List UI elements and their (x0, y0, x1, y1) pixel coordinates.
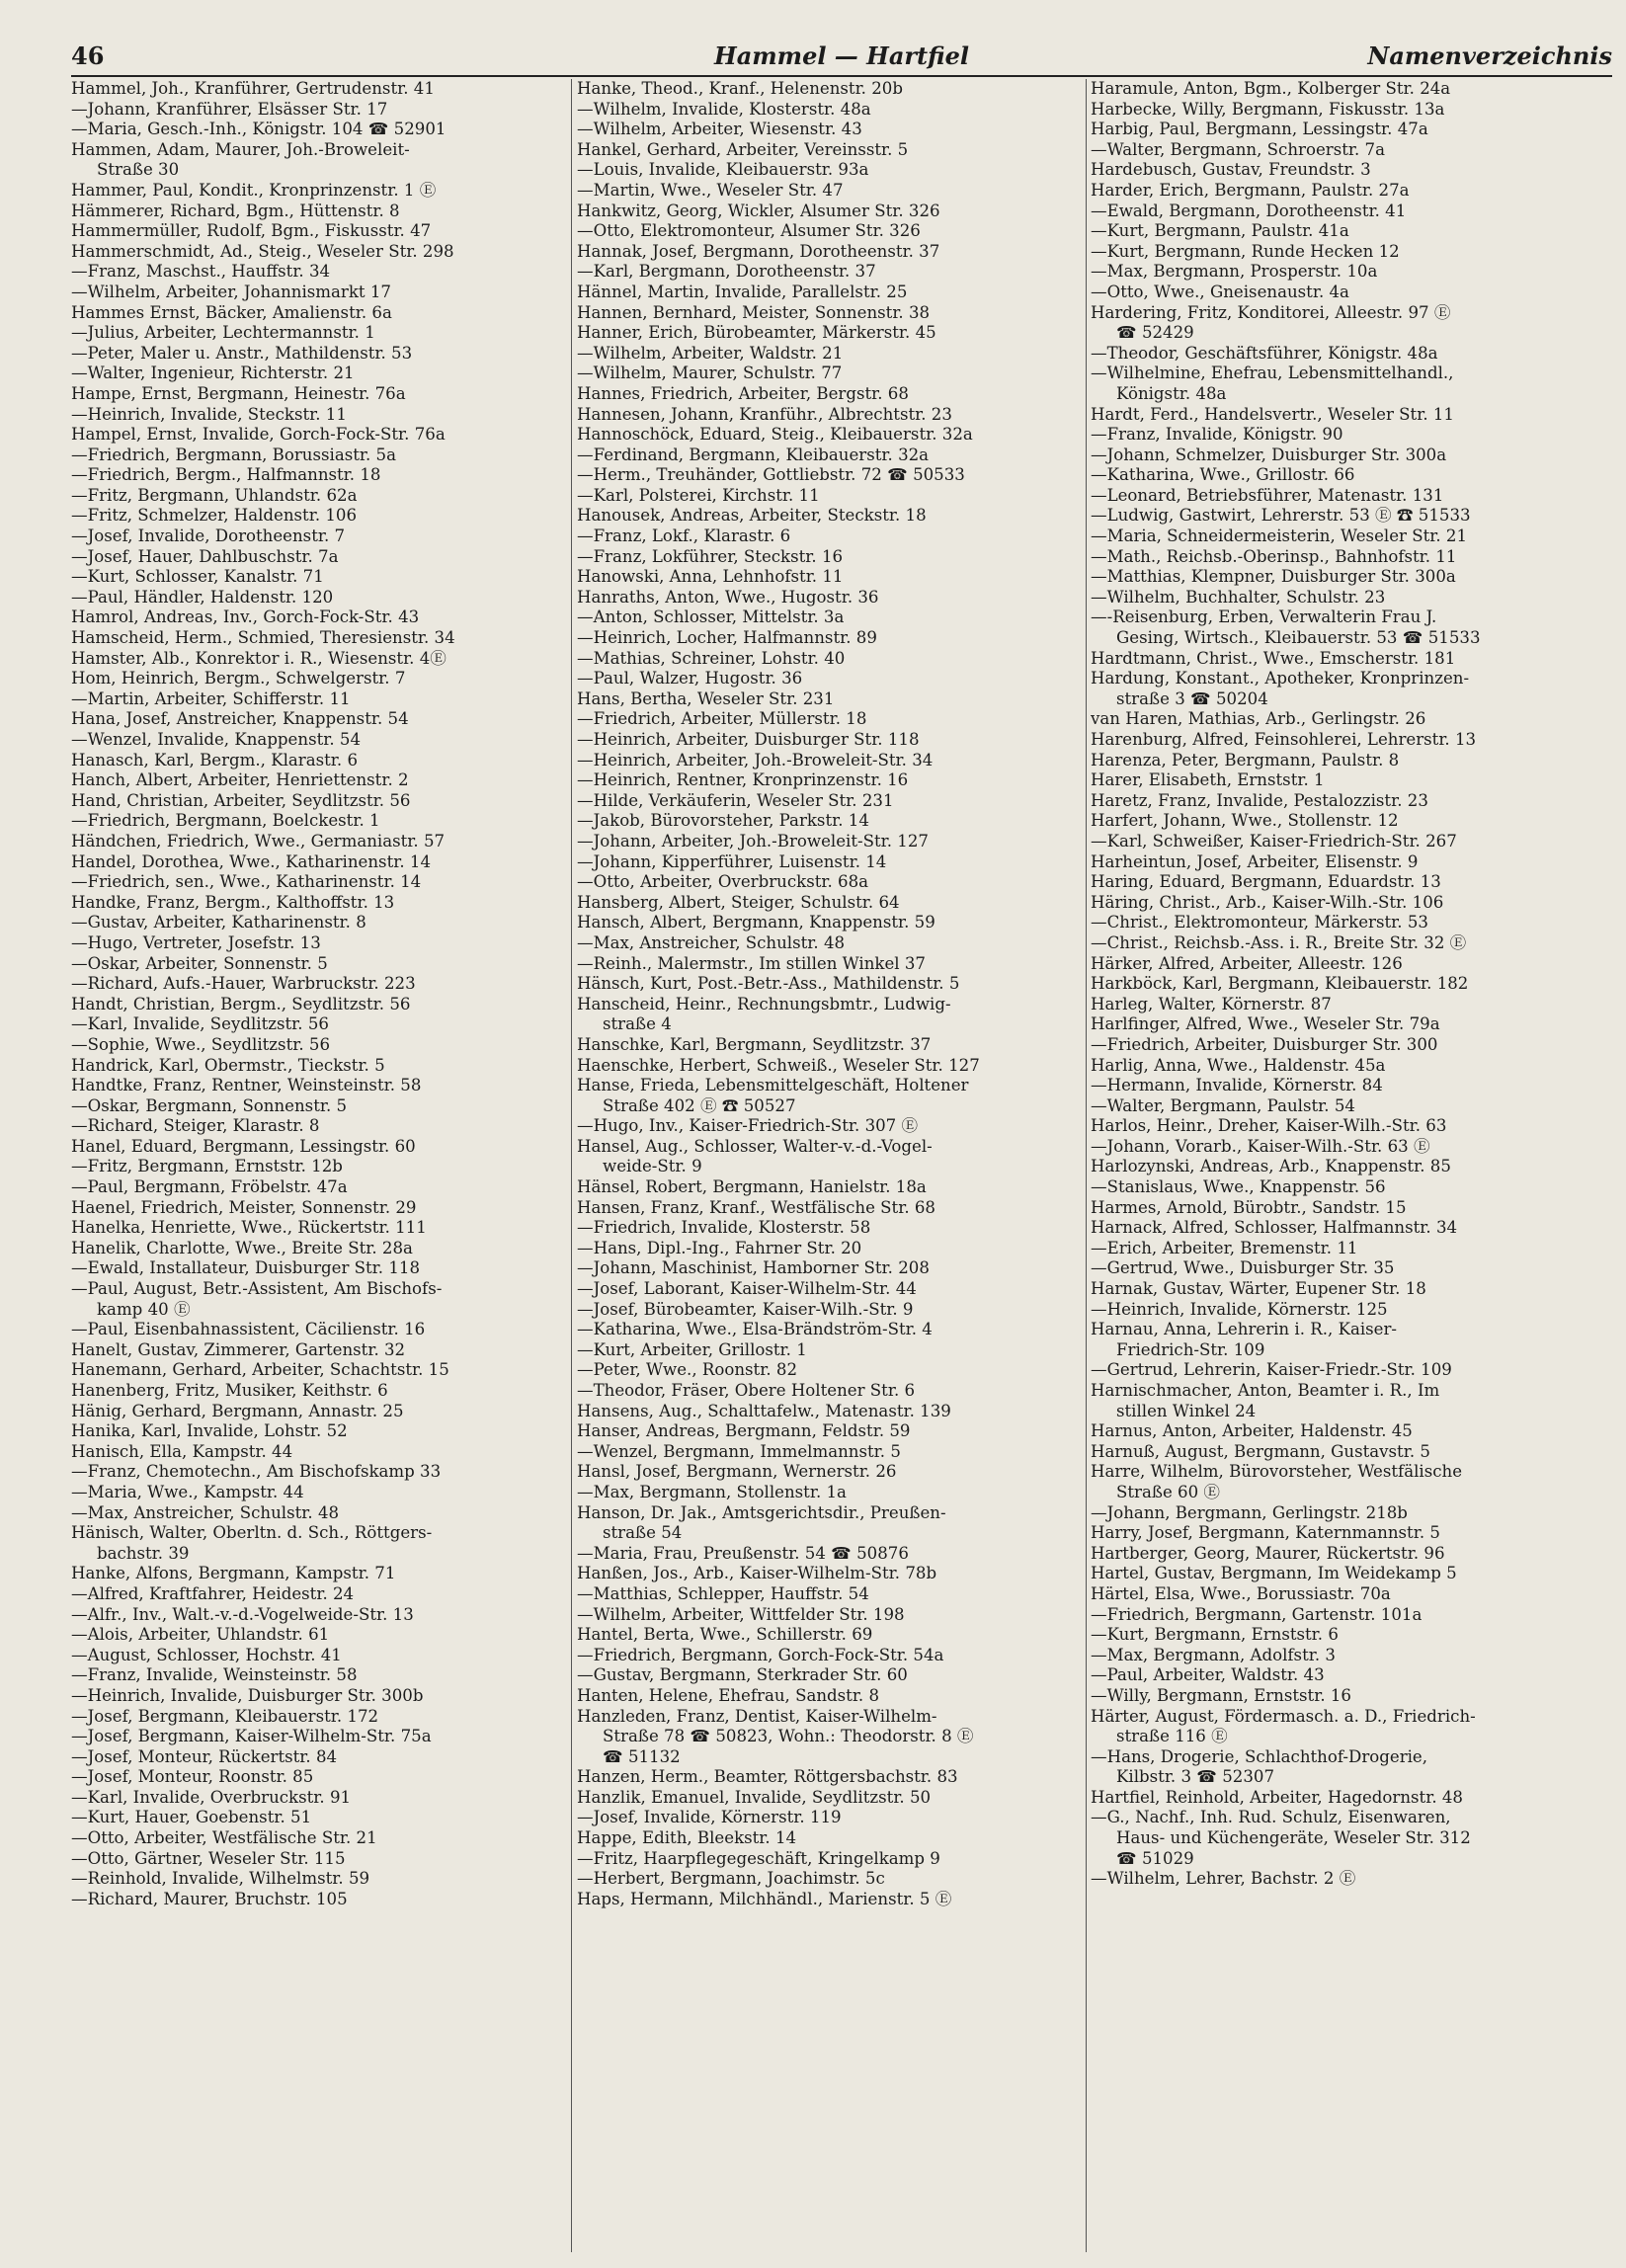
directory-entry: —Wenzel, Bergmann, Immelmannstr. 5 (577, 1441, 901, 1461)
column-divider (571, 79, 572, 2252)
directory-entry: —Fritz, Haarpflegegeschäft, Kringelkamp 9 (577, 1848, 940, 1868)
directory-entry: —Ewald, Installateur, Duisburger Str. 118 (71, 1258, 421, 1278)
directory-entry: —Otto, Arbeiter, Overbruckstr. 68a (577, 872, 869, 892)
directory-entry: Handrick, Karl, Obermstr., Tieckstr. 5 (71, 1055, 385, 1075)
directory-entry: Hansen, Franz, Kranf., Westfälische Str. 68 (577, 1197, 935, 1217)
directory-entry: —Friedrich, Bergm., Halfmannstr. 18 (71, 465, 381, 485)
directory-entry: —Kurt, Bergmann, Ernststr. 6 (1091, 1625, 1339, 1645)
directory-entry: Hanson, Dr. Jak., Amtsgerichtsdir., Preußen- (577, 1502, 946, 1522)
directory-entry: —Ludwig, Gastwirt, Lehrerstr. 53 Ⓔ ☎ 51533 (1091, 506, 1471, 526)
column-3 (1091, 79, 1618, 2252)
directory-entry: Harfert, Johann, Wwe., Stollenstr. 12 (1091, 811, 1399, 831)
directory-entry: Hamster, Alb., Konrektor i. R., Wiesenstr. 4Ⓔ (71, 648, 447, 668)
directory-entry: Hammes Ernst, Bäcker, Amalienstr. 6a (71, 302, 392, 322)
directory-entry: —Walter, Bergmann, Schroerstr. 7a (1091, 139, 1385, 159)
section-title: Namenverzeichnis (1367, 41, 1612, 70)
directory-entry: —Otto, Wwe., Gneisenaustr. 4a (1091, 282, 1349, 301)
column-1 (71, 79, 563, 2252)
directory-entry: —Erich, Arbeiter, Bremenstr. 11 (1091, 1238, 1358, 1257)
directory-entry: —Maria, Frau, Preußenstr. 54 ☎ 50876 (577, 1543, 909, 1563)
directory-entry: Hampel, Ernst, Invalide, Gorch-Fock-Str. 76a (71, 425, 446, 445)
directory-entry: —Max, Anstreicher, Schulstr. 48 (577, 932, 846, 952)
directory-entry: —Hermann, Invalide, Körnerstr. 84 (1091, 1076, 1383, 1095)
directory-entry: —Heinrich, Invalide, Körnerstr. 125 (1091, 1299, 1388, 1319)
directory-entry: —Max, Bergmann, Stollenstr. 1a (577, 1482, 847, 1501)
directory-entry: Hand, Christian, Arbeiter, Seydlitzstr. 56 (71, 790, 411, 810)
directory-entry: —Ewald, Bergmann, Dorotheenstr. 41 (1091, 201, 1407, 220)
directory-entry: Harlfinger, Alfred, Wwe., Weseler Str. 79a (1091, 1014, 1440, 1034)
directory-entry: Haus- und Küchengeräte, Weseler Str. 312 (1116, 1828, 1471, 1848)
directory-entry: —Josef, Invalide, Dorotheenstr. 7 (71, 526, 346, 546)
directory-entry: —Paul, Bergmann, Fröbelstr. 47a (71, 1177, 348, 1197)
directory-entry: —Max, Anstreicher, Schulstr. 48 (71, 1502, 340, 1522)
directory-entry: —Wilhelm, Buchhalter, Schulstr. 23 (1091, 587, 1386, 607)
directory-entry: —Richard, Aufs.-Hauer, Warbruckstr. 223 (71, 974, 416, 994)
directory-entry: Harnau, Anna, Lehrerin i. R., Kaiser- (1091, 1320, 1398, 1339)
directory-entry: —Karl, Invalide, Overbruckstr. 91 (71, 1787, 352, 1807)
directory-entry: —Friedrich, Arbeiter, Duisburger Str. 300 (1091, 1034, 1438, 1054)
directory-entry: —Reinhold, Invalide, Wilhelmstr. 59 (71, 1869, 370, 1889)
directory-entry: —Christ., Reichsb.-Ass. i. R., Breite Str. 32 Ⓔ (1091, 932, 1467, 952)
directory-entry: straße 3 ☎ 50204 (1116, 688, 1268, 708)
directory-entry: Hanzen, Herm., Beamter, Röttgersbachstr. 83 (577, 1767, 958, 1787)
directory-entry: —Fritz, Bergmann, Ernststr. 12b (71, 1157, 343, 1176)
directory-entry: Hans, Bertha, Weseler Str. 231 (577, 688, 835, 708)
directory-entry: Hannoschöck, Eduard, Steig., Kleibauerstr. 32a (577, 425, 973, 445)
directory-entry: straße 54 (603, 1523, 683, 1543)
directory-entry: —Kurt, Schlosser, Kanalstr. 71 (71, 567, 324, 587)
directory-entry: Haenschke, Herbert, Schweiß., Weseler Str. 127 (577, 1055, 980, 1075)
directory-entry: Hannak, Josef, Bergmann, Dorotheenstr. 37 (577, 241, 940, 261)
directory-entry: —Leonard, Betriebsführer, Matenastr. 131 (1091, 485, 1444, 505)
directory-entry: —Wilhelm, Lehrer, Bachstr. 2 Ⓔ (1091, 1869, 1356, 1889)
directory-entry: stillen Winkel 24 (1116, 1401, 1257, 1420)
directory-entry: Harmes, Arnold, Bürobtr., Sandstr. 15 (1091, 1197, 1407, 1217)
directory-entry: Hanßen, Jos., Arb., Kaiser-Wilhelm-Str. 78b (577, 1564, 937, 1583)
directory-entry: —Karl, Invalide, Seydlitzstr. 56 (71, 1014, 329, 1034)
directory-entry: —Walter, Bergmann, Paulstr. 54 (1091, 1095, 1355, 1115)
directory-entry: —Franz, Invalide, Königstr. 90 (1091, 425, 1343, 445)
directory-entry: —Otto, Gärtner, Weseler Str. 115 (71, 1848, 346, 1868)
directory-entry: Hammerschmidt, Ad., Steig., Weseler Str. 298 (71, 241, 454, 261)
directory-entry: —Martin, Arbeiter, Schifferstr. 11 (71, 688, 351, 708)
directory-entry: Hanousek, Andreas, Arbeiter, Steckstr. 18 (577, 506, 927, 526)
column-divider (1086, 79, 1087, 2252)
directory-entry: —Walter, Ingenieur, Richterstr. 21 (71, 364, 355, 383)
directory-entry: —Josef, Invalide, Körnerstr. 119 (577, 1808, 842, 1827)
directory-entry: Hammer, Paul, Kondit., Kronprinzenstr. 1 Ⓔ (71, 180, 437, 200)
directory-entry: —Franz, Chemotechn., Am Bischofskamp 33 (71, 1462, 442, 1482)
directory-entry: straße 116 Ⓔ (1116, 1727, 1228, 1746)
directory-entry: Hankwitz, Georg, Wickler, Alsumer Str. 326 (577, 201, 940, 220)
directory-entry: Hansel, Aug., Schlosser, Walter-v.-d.-Vogel- (577, 1136, 933, 1156)
directory-entry: Happe, Edith, Bleekstr. 14 (577, 1828, 797, 1848)
directory-entry: —Heinrich, Arbeiter, Duisburger Str. 118 (577, 730, 920, 749)
directory-entry: —Otto, Arbeiter, Westfälische Str. 21 (71, 1828, 377, 1848)
directory-entry: —Max, Bergmann, Prosperstr. 10a (1091, 262, 1378, 282)
directory-entry: —Heinrich, Arbeiter, Joh.-Broweleit-Str. 34 (577, 750, 934, 770)
directory-entry: Härter, August, Fördermasch. a. D., Friedrich- (1091, 1706, 1476, 1726)
directory-entry: Haretz, Franz, Invalide, Pestalozzistr. 23 (1091, 790, 1428, 810)
directory-entry: Hänsch, Kurt, Post.-Betr.-Ass., Mathildenstr. 5 (577, 974, 960, 994)
directory-entry: Hantel, Berta, Wwe., Schillerstr. 69 (577, 1625, 873, 1645)
directory-entry: —Friedrich, Bergmann, Boelckestr. 1 (71, 811, 380, 831)
directory-entry: —Friedrich, sen., Wwe., Katharinenstr. 14 (71, 872, 422, 892)
directory-entry: Harenburg, Alfred, Feinsohlerei, Lehrerstr. 13 (1091, 730, 1477, 749)
directory-entry: Hanke, Alfons, Bergmann, Kampstr. 71 (71, 1564, 396, 1583)
directory-entry: —Max, Bergmann, Adolfstr. 3 (1091, 1645, 1336, 1664)
directory-entry: —Matthias, Klempner, Duisburger Str. 300a (1091, 567, 1456, 587)
directory-entry: Hammen, Adam, Maurer, Joh.-Broweleit- (71, 139, 410, 159)
directory-entry: Haenel, Friedrich, Meister, Sonnenstr. 29 (71, 1197, 417, 1217)
directory-entry: —Hugo, Vertreter, Josefstr. 13 (71, 932, 321, 952)
directory-entry: —Paul, Eisenbahnassistent, Cäcilienstr. 16 (71, 1320, 426, 1339)
directory-entry: Hannesen, Johann, Kranführ., Albrechtstr. 23 (577, 404, 952, 424)
directory-entry: —Reinh., Malermstr., Im stillen Winkel 37 (577, 953, 926, 973)
directory-entry: Haps, Hermann, Milchhändl., Marienstr. 5 Ⓔ (577, 1889, 952, 1908)
directory-entry: —Kurt, Bergmann, Runde Hecken 12 (1091, 241, 1400, 261)
directory-entry: Hansch, Albert, Bergmann, Knappenstr. 59 (577, 913, 935, 932)
directory-entry: —Hilde, Verkäuferin, Weseler Str. 231 (577, 790, 894, 810)
directory-entry: —Gustav, Arbeiter, Katharinenstr. 8 (71, 913, 366, 932)
directory-entry: Hanelik, Charlotte, Wwe., Breite Str. 28a (71, 1238, 413, 1257)
directory-entry: —Josef, Bergmann, Kaiser-Wilhelm-Str. 75a (71, 1727, 432, 1746)
directory-entry: Harnus, Anton, Arbeiter, Haldenstr. 45 (1091, 1421, 1413, 1441)
directory-entry: —Paul, Arbeiter, Waldstr. 43 (1091, 1665, 1325, 1685)
directory-entry: Hanelt, Gustav, Zimmerer, Gartenstr. 32 (71, 1339, 406, 1359)
directory-entry: Hännel, Martin, Invalide, Parallelstr. 25 (577, 282, 908, 301)
directory-entry: —Johann, Arbeiter, Joh.-Broweleit-Str. 127 (577, 831, 929, 850)
directory-entry: Harbecke, Willy, Bergmann, Fiskusstr. 13a (1091, 99, 1445, 119)
directory-entry: Harenza, Peter, Bergmann, Paulstr. 8 (1091, 750, 1400, 770)
directory-entry: —Friedrich, Invalide, Klosterstr. 58 (577, 1218, 871, 1238)
directory-entry: —Maria, Wwe., Kampstr. 44 (71, 1482, 304, 1501)
directory-entry: Königstr. 48a (1116, 383, 1227, 403)
directory-entry: Harbig, Paul, Bergmann, Lessingstr. 47a (1091, 120, 1428, 139)
directory-entry: kamp 40 Ⓔ (97, 1299, 191, 1319)
directory-entry: Friedrich-Str. 109 (1116, 1339, 1265, 1359)
directory-entry: Gesing, Wirtsch., Kleibauerstr. 53 ☎ 51533 (1116, 628, 1481, 648)
page-number: 46 (71, 41, 105, 70)
directory-entry: Hamscheid, Herm., Schmied, Theresienstr. 34 (71, 628, 455, 648)
directory-entry: —Karl, Schweißer, Kaiser-Friedrich-Str. 267 (1091, 831, 1457, 850)
directory-entry: —Wilhelm, Arbeiter, Waldstr. 21 (577, 343, 844, 363)
directory-entry: Hanner, Erich, Bürobeamter, Märkerstr. 45 (577, 323, 936, 343)
directory-entry: Hartberger, Georg, Maurer, Rückertstr. 96 (1091, 1543, 1445, 1563)
directory-entry: —Josef, Monteur, Roonstr. 85 (71, 1767, 314, 1787)
directory-entry: Hansberg, Albert, Steiger, Schulstr. 64 (577, 892, 900, 912)
directory-entry: —Josef, Laborant, Kaiser-Wilhelm-Str. 44 (577, 1279, 917, 1299)
directory-entry: Hardung, Konstant., Apotheker, Kronprinzen- (1091, 669, 1470, 688)
directory-entry: —-Reisenburg, Erben, Verwalterin Frau J. (1091, 608, 1437, 627)
directory-entry: Hansens, Aug., Schalttafelw., Matenastr. 139 (577, 1401, 951, 1420)
directory-entry: ☎ 52429 (1116, 323, 1194, 343)
directory-entry: —Willy, Bergmann, Ernststr. 16 (1091, 1685, 1351, 1705)
directory-entry: —Louis, Invalide, Kleibauerstr. 93a (577, 160, 869, 180)
directory-entry: —Fritz, Bergmann, Uhlandstr. 62a (71, 485, 358, 505)
directory-entry: Hardering, Fritz, Konditorei, Alleestr. 97 Ⓔ (1091, 302, 1451, 322)
directory-entry: —Mathias, Schreiner, Lohstr. 40 (577, 648, 846, 668)
directory-entry: —Johann, Bergmann, Gerlingstr. 218b (1091, 1502, 1408, 1522)
directory-entry: —Math., Reichsb.-Oberinsp., Bahnhofstr. 11 (1091, 546, 1457, 566)
directory-entry: Haramule, Anton, Bgm., Kolberger Str. 24a (1091, 79, 1451, 98)
directory-entry: Händchen, Friedrich, Wwe., Germaniastr. 57 (71, 831, 446, 850)
directory-entry: Straße 78 ☎ 50823, Wohn.: Theodorstr. 8 Ⓔ (603, 1727, 974, 1746)
directory-entry: —Katharina, Wwe., Elsa-Brändström-Str. 4 (577, 1320, 933, 1339)
directory-entry: —Paul, Händler, Haldenstr. 120 (71, 587, 334, 607)
directory-entry: Hanzlik, Emanuel, Invalide, Seydlitzstr. 50 (577, 1787, 932, 1807)
directory-entry: —Heinrich, Invalide, Duisburger Str. 300b (71, 1685, 424, 1705)
directory-entry: —Paul, August, Betr.-Assistent, Am Bischofs- (71, 1279, 443, 1299)
directory-entry: —Friedrich, Arbeiter, Müllerstr. 18 (577, 709, 867, 729)
directory-entry: Hartel, Gustav, Bergmann, Im Weidekamp 5 (1091, 1564, 1457, 1583)
directory-entry: —Josef, Bürobeamter, Kaiser-Wilh.-Str. 9 (577, 1299, 914, 1319)
directory-entry: —Fritz, Schmelzer, Haldenstr. 106 (71, 506, 358, 526)
directory-entry: —Sophie, Wwe., Seydlitzstr. 56 (71, 1034, 331, 1054)
directory-entry: Hanelka, Henriette, Wwe., Rückertstr. 111 (71, 1218, 427, 1238)
page-header (71, 40, 1612, 77)
directory-entry: —Theodor, Geschäftsführer, Königstr. 48a (1091, 343, 1438, 363)
directory-entry: Straße 60 Ⓔ (1116, 1482, 1221, 1501)
directory-entry: Hampe, Ernst, Bergmann, Heinestr. 76a (71, 383, 406, 403)
directory-entry: —Friedrich, Bergmann, Borussiastr. 5a (71, 445, 397, 464)
directory-entry: —Johann, Maschinist, Hamborner Str. 208 (577, 1258, 930, 1278)
directory-entry: Hanten, Helene, Ehefrau, Sandstr. 8 (577, 1685, 880, 1705)
directory-entry: Hanzleden, Franz, Dentist, Kaiser-Wilhelm- (577, 1706, 937, 1726)
page-title: Hammel — Hartfiel (714, 41, 969, 70)
directory-entry: —Friedrich, Bergmann, Gorch-Fock-Str. 54a (577, 1645, 944, 1664)
directory-entry: Harre, Wilhelm, Bürovorsteher, Westfälische (1091, 1462, 1463, 1482)
directory-entry: Hanowski, Anna, Lehnhofstr. 11 (577, 567, 844, 587)
directory-entry: —Johann, Vorarb., Kaiser-Wilh.-Str. 63 Ⓔ (1091, 1136, 1430, 1156)
directory-entry: straße 4 (603, 1014, 672, 1034)
directory-entry: —Katharina, Wwe., Grillostr. 66 (1091, 465, 1355, 485)
directory-entry: Hänisch, Walter, Oberltn. d. Sch., Röttgers- (71, 1523, 433, 1543)
directory-entry: Hammel, Joh., Kranführer, Gertrudenstr. 41 (71, 79, 435, 98)
directory-entry: —Johann, Schmelzer, Duisburger Str. 300a (1091, 445, 1447, 464)
directory-entry: Hanisch, Ella, Kampstr. 44 (71, 1441, 293, 1461)
directory-entry: —Herm., Treuhänder, Gottliebstr. 72 ☎ 50533 (577, 465, 965, 485)
directory-entry: —Richard, Maurer, Bruchstr. 105 (71, 1889, 348, 1908)
directory-entry: Hanel, Eduard, Bergmann, Lessingstr. 60 (71, 1136, 416, 1156)
directory-entry: —Franz, Invalide, Weinsteinstr. 58 (71, 1665, 358, 1685)
directory-entry: —Jakob, Bürovorsteher, Parkstr. 14 (577, 811, 869, 831)
directory-entry: Harheintun, Josef, Arbeiter, Elisenstr. 9 (1091, 851, 1419, 871)
directory-entry: —Friedrich, Bergmann, Gartenstr. 101a (1091, 1604, 1423, 1624)
directory-entry: —G., Nachf., Inh. Rud. Schulz, Eisenwaren, (1091, 1808, 1451, 1827)
directory-entry: Hanemann, Gerhard, Arbeiter, Schachtstr. 15 (71, 1360, 449, 1380)
directory-entry: —Hans, Dipl.-Ing., Fahrner Str. 20 (577, 1238, 862, 1257)
directory-entry: —Wilhelmine, Ehefrau, Lebensmittelhandl., (1091, 364, 1454, 383)
directory-entry: —Peter, Wwe., Roonstr. 82 (577, 1360, 798, 1380)
directory-entry: Harlos, Heinr., Dreher, Kaiser-Wilh.-Str. 63 (1091, 1116, 1447, 1136)
directory-entry: Hanika, Karl, Invalide, Lohstr. 52 (71, 1421, 348, 1441)
directory-entry: Hänig, Gerhard, Bergmann, Annastr. 25 (71, 1401, 404, 1420)
directory-entry: —Ferdinand, Bergmann, Kleibauerstr. 32a (577, 445, 930, 464)
directory-entry: —Gertrud, Lehrerin, Kaiser-Friedr.-Str. 109 (1091, 1360, 1452, 1380)
directory-entry: —Richard, Steiger, Klarastr. 8 (71, 1116, 320, 1136)
directory-entry: Handel, Dorothea, Wwe., Katharinenstr. 14 (71, 851, 432, 871)
directory-entry: —Christ., Elektromonteur, Märkerstr. 53 (1091, 913, 1428, 932)
directory-entry: —Otto, Elektromonteur, Alsumer Str. 326 (577, 221, 921, 241)
directory-entry: —Oskar, Bergmann, Sonnenstr. 5 (71, 1095, 348, 1115)
directory-entry: —Wilhelm, Maurer, Schulstr. 77 (577, 364, 843, 383)
directory-entry: Hana, Josef, Anstreicher, Knappenstr. 54 (71, 709, 409, 729)
directory-entry: weide-Str. 9 (603, 1157, 702, 1176)
directory-entry: Hannes, Friedrich, Arbeiter, Bergstr. 68 (577, 383, 909, 403)
directory-entry: Hanke, Theod., Kranf., Helenenstr. 20b (577, 79, 903, 98)
directory-entry: Hannen, Bernhard, Meister, Sonnenstr. 38 (577, 302, 931, 322)
directory-entry: —Heinrich, Rentner, Kronprinzenstr. 16 (577, 770, 909, 790)
directory-entry: —August, Schlosser, Hochstr. 41 (71, 1645, 342, 1664)
directory-entry: —Johann, Kipperführer, Luisenstr. 14 (577, 851, 887, 871)
directory-entry: Hanscheid, Heinr., Rechnungsbmtr., Ludwig- (577, 994, 951, 1013)
directory-entry: —Theodor, Fräser, Obere Holtener Str. 6 (577, 1381, 916, 1400)
directory-entry: Härtel, Elsa, Wwe., Borussiastr. 70a (1091, 1583, 1391, 1603)
directory-entry: Hanschke, Karl, Bergmann, Seydlitzstr. 37 (577, 1034, 932, 1054)
directory-entry: Hanraths, Anton, Wwe., Hugostr. 36 (577, 587, 879, 607)
directory-entry: —Karl, Polsterei, Kirchstr. 11 (577, 485, 820, 505)
directory-entry: Haring, Eduard, Bergmann, Eduardstr. 13 (1091, 872, 1441, 892)
directory-entry: —Josef, Monteur, Rückertstr. 84 (71, 1746, 338, 1766)
directory-entry: —Julius, Arbeiter, Lechtermannstr. 1 (71, 323, 375, 343)
directory-entry: Hammermüller, Rudolf, Bgm., Fiskusstr. 47 (71, 221, 432, 241)
directory-entry: —Peter, Maler u. Anstr., Mathildenstr. 53 (71, 343, 413, 363)
directory-entry: Harkböck, Karl, Bergmann, Kleibauerstr. 182 (1091, 974, 1469, 994)
directory-entry: bachstr. 39 (97, 1543, 190, 1563)
directory-entry: —Wilhelm, Arbeiter, Wittfelder Str. 198 (577, 1604, 905, 1624)
column-2 (577, 79, 1083, 2252)
directory-entry: —Kurt, Arbeiter, Grillostr. 1 (577, 1339, 807, 1359)
directory-entry: Harnak, Gustav, Wärter, Eupener Str. 18 (1091, 1279, 1426, 1299)
directory-entry: Hardtmann, Christ., Wwe., Emscherstr. 181 (1091, 648, 1456, 668)
directory-entry: Hänsel, Robert, Bergmann, Hanielstr. 18a (577, 1177, 927, 1197)
directory-entry: Harry, Josef, Bergmann, Katernmannstr. 5 (1091, 1523, 1440, 1543)
directory-entry: —Kurt, Bergmann, Paulstr. 41a (1091, 221, 1349, 241)
directory-entry: Hardebusch, Gustav, Freundstr. 3 (1091, 160, 1371, 180)
directory-entry: Hanser, Andreas, Bergmann, Feldstr. 59 (577, 1421, 911, 1441)
directory-entry: —Alfr., Inv., Walt.-v.-d.-Vogelweide-Str. 13 (71, 1604, 414, 1624)
directory-entry: —Franz, Lokf., Klarastr. 6 (577, 526, 791, 546)
directory-entry: Hankel, Gerhard, Arbeiter, Vereinsstr. 5 (577, 139, 909, 159)
directory-entry: Hanasch, Karl, Bergm., Klarastr. 6 (71, 750, 359, 770)
directory-entry: Hanse, Frieda, Lebensmittelgeschäft, Holtener (577, 1076, 969, 1095)
directory-entry: Hom, Heinrich, Bergm., Schwelgerstr. 7 (71, 669, 406, 688)
directory-entry: —Maria, Gesch.-Inh., Königstr. 104 ☎ 52901 (71, 120, 447, 139)
directory-entry: ☎ 51132 (603, 1746, 681, 1766)
directory-entry: ☎ 51029 (1116, 1848, 1194, 1868)
directory-entry: —Hans, Drogerie, Schlachthof-Drogerie, (1091, 1746, 1428, 1766)
directory-entry: —Herbert, Bergmann, Joachimstr. 5c (577, 1869, 885, 1889)
directory-entry: —Wilhelm, Arbeiter, Johannismarkt 17 (71, 282, 391, 301)
directory-entry: —Wenzel, Invalide, Knappenstr. 54 (71, 730, 362, 749)
directory-entry: —Heinrich, Locher, Halfmannstr. 89 (577, 628, 877, 648)
directory-entry: —Wilhelm, Invalide, Klosterstr. 48a (577, 99, 871, 119)
directory-entry: —Paul, Walzer, Hugostr. 36 (577, 669, 803, 688)
directory-entry: Hartfiel, Reinhold, Arbeiter, Hagedornstr. 48 (1091, 1787, 1463, 1807)
directory-entry: Hardt, Ferd., Handelsvertr., Weseler Str. 11 (1091, 404, 1454, 424)
directory-entry: —Gustav, Bergmann, Sterkrader Str. 60 (577, 1665, 908, 1685)
directory-entry: —Matthias, Schlepper, Hauffstr. 54 (577, 1583, 869, 1603)
directory-entry: —Martin, Wwe., Weseler Str. 47 (577, 180, 844, 200)
directory-entry: —Kurt, Hauer, Goebenstr. 51 (71, 1808, 312, 1827)
directory-entry: Harnack, Alfred, Schlosser, Halfmannstr. 34 (1091, 1218, 1458, 1238)
directory-entry: Härker, Alfred, Arbeiter, Alleestr. 126 (1091, 953, 1403, 973)
directory-entry: Harnuß, August, Bergmann, Gustavstr. 5 (1091, 1441, 1430, 1461)
directory-entry: Harleg, Walter, Körnerstr. 87 (1091, 994, 1332, 1013)
directory-entry: —Stanislaus, Wwe., Knappenstr. 56 (1091, 1177, 1386, 1197)
directory-entry: Harer, Elisabeth, Ernststr. 1 (1091, 770, 1325, 790)
directory-entry: Straße 30 (97, 160, 180, 180)
directory-entry: van Haren, Mathias, Arb., Gerlingstr. 26 (1091, 709, 1426, 729)
directory-entry: Hamrol, Andreas, Inv., Gorch-Fock-Str. 43 (71, 608, 420, 627)
directory-entry: Handt, Christian, Bergm., Seydlitzstr. 56 (71, 994, 411, 1013)
directory-entry: —Alois, Arbeiter, Uhlandstr. 61 (71, 1625, 330, 1645)
directory-entry: Straße 402 Ⓔ ☎ 50527 (603, 1095, 796, 1115)
directory-entry: Häring, Christ., Arb., Kaiser-Wilh.-Str. 106 (1091, 892, 1444, 912)
directory-entry: Hämmerer, Richard, Bgm., Hüttenstr. 8 (71, 201, 400, 220)
directory-entry: —Gertrud, Wwe., Duisburger Str. 35 (1091, 1258, 1395, 1278)
directory-entry: Hanenberg, Fritz, Musiker, Keithstr. 6 (71, 1381, 388, 1400)
directory-entry: —Maria, Schneidermeisterin, Weseler Str. 21 (1091, 526, 1468, 546)
directory-entry: Harder, Erich, Bergmann, Paulstr. 27a (1091, 180, 1410, 200)
directory-entry: —Johann, Kranführer, Elsässer Str. 17 (71, 99, 388, 119)
directory-entry: —Alfred, Kraftfahrer, Heidestr. 24 (71, 1583, 355, 1603)
directory-entry: Harnischmacher, Anton, Beamter i. R., Im (1091, 1381, 1440, 1400)
directory-entry: —Heinrich, Invalide, Steckstr. 11 (71, 404, 347, 424)
directory-entry: —Karl, Bergmann, Dorotheenstr. 37 (577, 262, 876, 282)
directory-entry: —Hugo, Inv., Kaiser-Friedrich-Str. 307 Ⓔ (577, 1116, 919, 1136)
directory-entry: Handke, Franz, Bergm., Kalthoffstr. 13 (71, 892, 395, 912)
directory-entry: Harlig, Anna, Wwe., Haldenstr. 45a (1091, 1055, 1386, 1075)
directory-entry: —Anton, Schlosser, Mittelstr. 3a (577, 608, 845, 627)
directory-entry: —Wilhelm, Arbeiter, Wiesenstr. 43 (577, 120, 862, 139)
directory-entry: Hanch, Albert, Arbeiter, Henriettenstr. 2 (71, 770, 409, 790)
directory-entry: Harlozynski, Andreas, Arb., Knappenstr. 85 (1091, 1157, 1451, 1176)
directory-entry: —Oskar, Arbeiter, Sonnenstr. 5 (71, 953, 328, 973)
directory-entry: —Josef, Bergmann, Kleibauerstr. 172 (71, 1706, 379, 1726)
directory-entry: —Franz, Maschst., Hauffstr. 34 (71, 262, 331, 282)
directory-entry: Kilbstr. 3 ☎ 52307 (1116, 1767, 1275, 1787)
directory-entry: —Franz, Lokführer, Steckstr. 16 (577, 546, 844, 566)
directory-entry: Handtke, Franz, Rentner, Weinsteinstr. 58 (71, 1076, 422, 1095)
directory-entry: Hansl, Josef, Bergmann, Wernerstr. 26 (577, 1462, 897, 1482)
directory-entry: —Josef, Hauer, Dahlbuschstr. 7a (71, 546, 339, 566)
